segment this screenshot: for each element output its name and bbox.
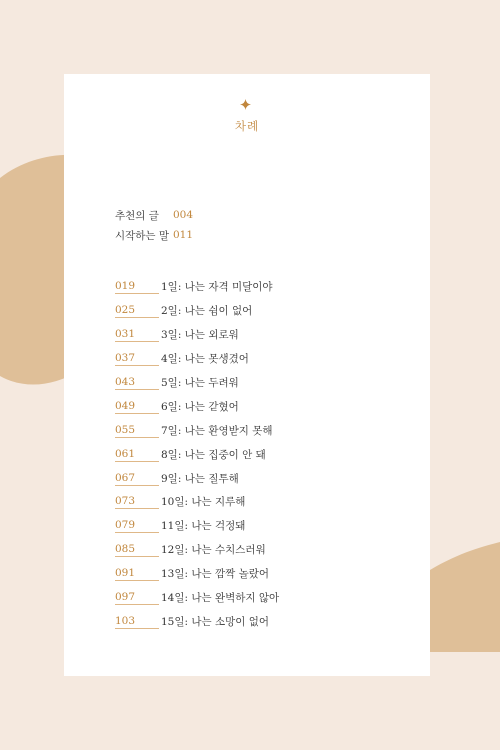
chapter-item[interactable] [115,347,279,371]
chapter-page-number: 049 [115,399,159,414]
chapter-title: 4일: 나는 못생겼어 [161,353,249,366]
chapter-item[interactable] [115,466,279,490]
intro-page-number: 004 [173,209,194,221]
chapter-item[interactable] [115,275,279,299]
chapter-title: 8일: 나는 집중이 안 돼 [161,448,266,461]
chapter-item[interactable] [115,538,279,562]
chapter-title: 2일: 나는 쉼이 없어 [161,305,253,318]
chapter-item[interactable] [115,299,279,323]
page-title: 차례 [234,119,260,133]
chapter-title: 11일: 나는 걱정돼 [161,520,246,533]
chapter-page-number: 085 [115,542,159,557]
chapter-title: 15일: 나는 소망이 없어 [161,615,270,628]
chapter-page-number: 025 [115,303,159,318]
intro-label: 추천의 글 [115,209,159,222]
chapter-item[interactable] [115,418,279,442]
chapter-page-number: 103 [115,614,159,629]
intro-page-number: 011 [173,229,194,241]
chapter-title: 13일: 나는 깜짝 놀랐어 [161,568,270,581]
intro-label: 시작하는 말 [115,229,170,242]
chapter-title: 5일: 나는 두려워 [161,377,239,389]
chapter-title: 14일: 나는 완벽하지 않아 [161,592,280,605]
chapter-title: 3일: 나는 외로워 [161,329,239,342]
chapter-title: 10일: 나는 지루해 [161,496,246,509]
chapter-item[interactable] [115,394,279,418]
chapter-item[interactable] [115,490,279,514]
chapter-list [115,275,279,633]
chapter-page-number: 043 [115,375,159,390]
chapter-page-number: 097 [115,590,159,605]
chapter-item[interactable] [115,609,279,633]
chapter-title: 6일: 나는 갇혔어 [161,400,239,413]
chapter-title: 9일: 나는 질투해 [161,472,239,485]
intro-item[interactable] [115,225,193,245]
chapter-item[interactable] [115,514,279,538]
right-decorative-blob [420,540,500,660]
intro-list [115,205,193,245]
contents-page [64,74,430,676]
chapter-item[interactable] [115,442,279,466]
chapter-page-number: 037 [115,351,159,366]
chapter-page-number: 031 [115,327,159,342]
chapter-page-number: 061 [115,447,159,462]
intro-item[interactable] [115,205,193,225]
chapter-title: 1일: 나는 자격 미달이야 [161,281,273,294]
chapter-page-number: 055 [115,423,159,438]
chapter-page-number: 091 [115,566,159,581]
chapter-item[interactable] [115,586,279,610]
chapter-item[interactable] [115,371,279,395]
chapter-page-number: 067 [115,471,159,486]
chapter-page-number: 073 [115,494,159,509]
star-icon [240,99,251,110]
chapter-title: 7일: 나는 환영받지 못해 [161,424,273,437]
chapter-item[interactable] [115,562,279,586]
chapter-page-number: 079 [115,518,159,533]
chapter-title: 12일: 나는 수치스러워 [161,544,266,557]
chapter-page-number: 019 [115,279,159,294]
chapter-item[interactable] [115,323,279,347]
